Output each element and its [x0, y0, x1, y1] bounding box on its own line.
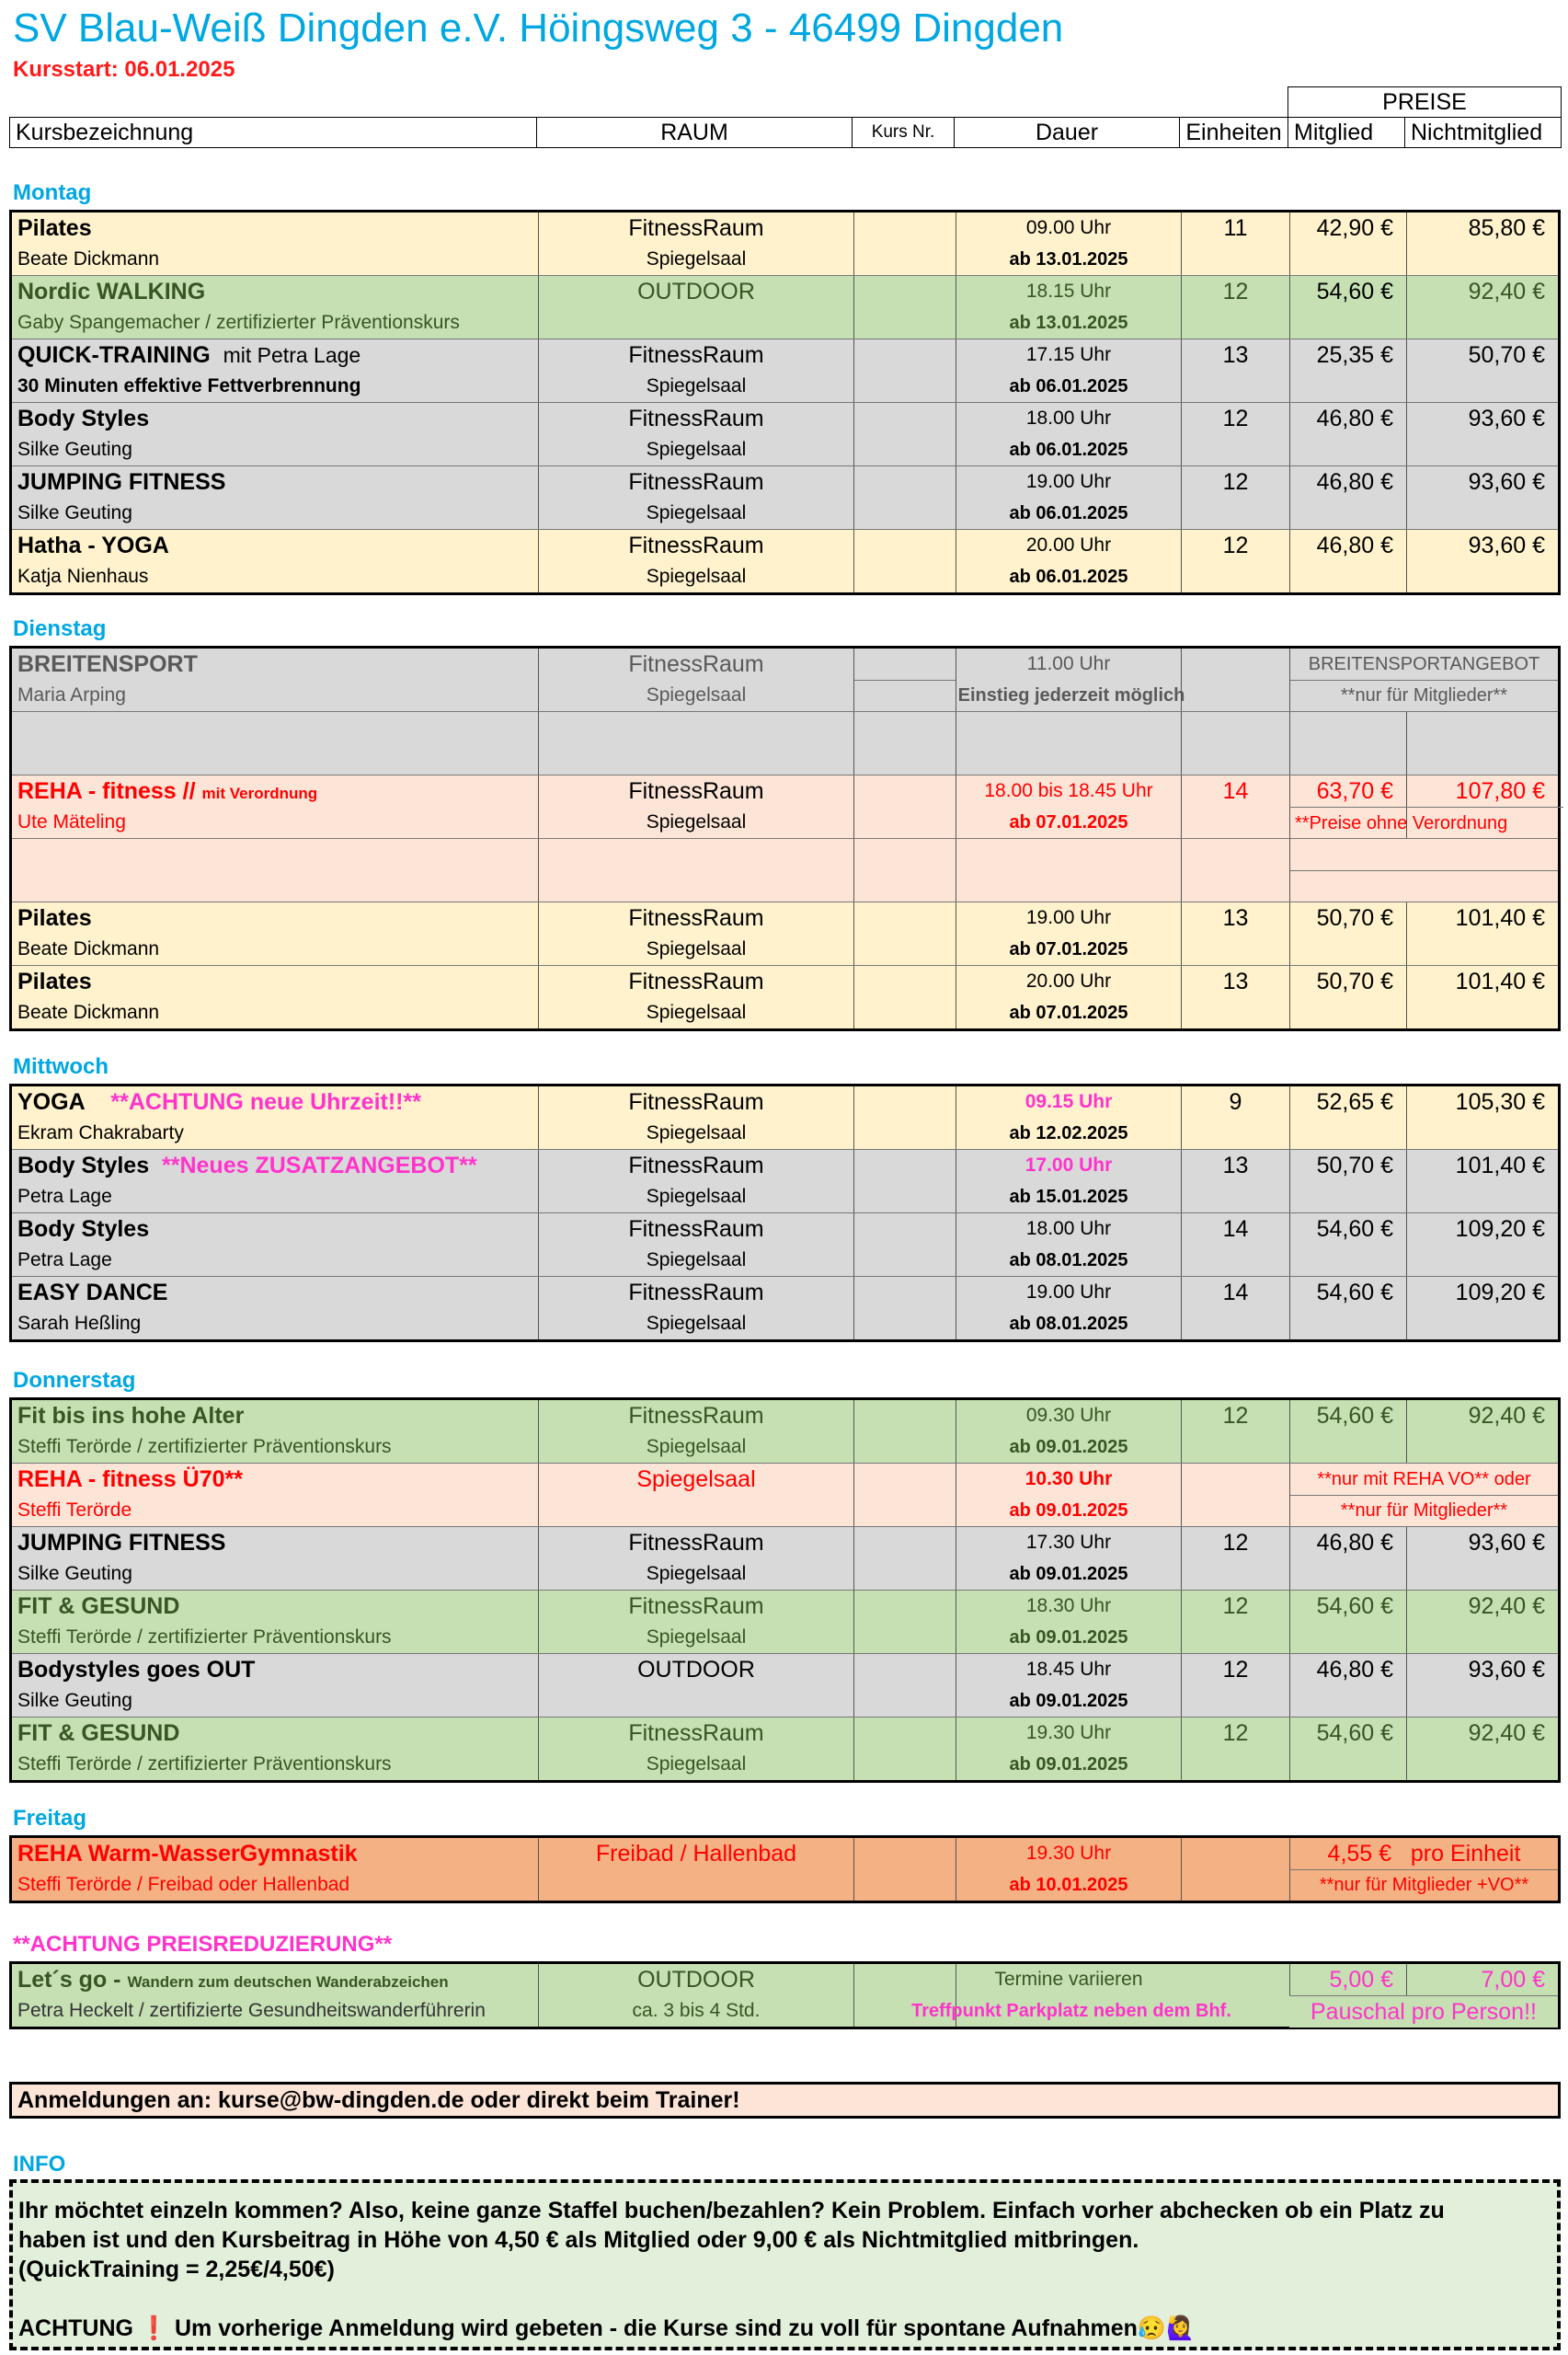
course-trainer: Silke Geuting: [17, 439, 132, 460]
table-row: [12, 1277, 1558, 1339]
course-date: ab 07.01.2025: [1009, 812, 1128, 833]
course-date: ab 13.01.2025: [1009, 249, 1128, 270]
course-trainer: Katja Nienhaus: [17, 566, 149, 587]
course-room2: Spiegelsaal: [646, 811, 747, 833]
price-member: 46,80 €: [1316, 1530, 1393, 1556]
course-units: 12: [1222, 1593, 1249, 1619]
table-row: [12, 1527, 1558, 1591]
day-label-montag: Montag: [13, 180, 92, 205]
info-warning: ACHTUNG ❗ Um vorherige Anmeldung wird gebeten - die Kurse sind zu voll für spontane Aufnahmen😥🙋‍♀️: [18, 2315, 1196, 2341]
course-room: OUTDOOR: [637, 1657, 755, 1683]
price-member: 54,60 €: [1316, 1216, 1393, 1242]
price-nonmember: 93,60 €: [1468, 1530, 1545, 1556]
course-units: 12: [1222, 469, 1249, 495]
course-room: FitnessRaum: [628, 215, 764, 241]
course-date: ab 15.01.2025: [1009, 1187, 1128, 1207]
course-trainer: Maria Arping: [17, 684, 126, 706]
course-name-extra: Wandern zum deutschen Wanderabzeichen: [127, 1973, 449, 1991]
course-date: ab 08.01.2025: [1009, 1250, 1128, 1270]
course-time: 18.45 Uhr: [1025, 1659, 1112, 1680]
course-name: YOGA: [17, 1089, 86, 1115]
course-trainer: Beate Dickmann: [17, 1002, 160, 1023]
course-date: ab 07.01.2025: [1009, 939, 1128, 959]
course-room: FitnessRaum: [628, 1530, 764, 1556]
kursbezeichnung-header: Kursbezeichnung: [10, 118, 537, 148]
course-time: 20.00 Uhr: [1025, 534, 1112, 556]
table-row: [12, 530, 1558, 592]
course-name: Nordic WALKING: [17, 279, 206, 304]
course-date: ab 09.01.2025: [1009, 1437, 1128, 1457]
course-room2: Spiegelsaal: [646, 1563, 747, 1584]
course-trainer: Ekram Chakrabarty: [17, 1122, 184, 1143]
course-room2: Spiegelsaal: [646, 439, 747, 460]
table-row: [12, 966, 1558, 1028]
meeting-point: Treffpunkt Parkplatz neben dem Bhf.: [911, 2001, 1231, 2021]
course-trainer: Silke Geuting: [17, 1690, 132, 1711]
course-date: Einstieg jederzeit möglich: [957, 685, 1185, 706]
course-time: 10.30 Uhr: [1024, 1468, 1113, 1489]
price-member: 5,00 €: [1329, 1967, 1393, 1993]
course-trainer: Steffi Terörde / zertifizierter Präventionskurs: [17, 1626, 392, 1648]
course-room2: Spiegelsaal: [646, 1186, 747, 1207]
price-nonmember: 92,40 €: [1468, 1403, 1545, 1429]
price-nonmember: 92,40 €: [1468, 279, 1545, 304]
table-row: [12, 1964, 1558, 2027]
course-name: Let´s go -: [17, 1967, 121, 1993]
price-member: 50,70 €: [1316, 905, 1393, 931]
course-time: 18.00 Uhr: [1025, 1218, 1112, 1239]
course-name-extra: **Neues ZUSATZANGEBOT**: [162, 1153, 477, 1178]
raum-header: RAUM: [537, 118, 853, 148]
course-room2: Spiegelsaal: [646, 1122, 747, 1143]
course-room: FitnessRaum: [628, 1593, 764, 1619]
table-row: [12, 775, 1558, 839]
price-nonmember: 101,40 €: [1455, 905, 1545, 931]
course-name: Pilates: [17, 215, 92, 241]
course-time: Termine variieren: [994, 1969, 1143, 1990]
course-name: Pilates: [17, 969, 92, 994]
reha-price-note: **Preise ohne Verordnung: [1289, 807, 1563, 839]
course-time: 19.00 Uhr: [1025, 907, 1112, 928]
course-room2: Spiegelsaal: [646, 1753, 747, 1775]
course-time: 19.00 Uhr: [1025, 471, 1112, 492]
course-date: ab 09.01.2025: [1009, 1564, 1128, 1584]
course-trainer: Petra Lage: [17, 1249, 112, 1270]
course-time: 18.15 Uhr: [1025, 281, 1112, 302]
day-label-dienstag: Dienstag: [13, 616, 107, 641]
course-date: ab 06.01.2025: [1009, 376, 1128, 396]
dauer-header: Dauer: [955, 118, 1180, 148]
day-label-donnerstag: Donnerstag: [13, 1368, 136, 1393]
freitag-note: **nur für Mitglieder +VO**: [1319, 1875, 1529, 1895]
course-name: Fit bis ins hohe Alter: [17, 1403, 245, 1429]
price-nonmember: 109,20 €: [1455, 1280, 1545, 1305]
price-nonmember: 93,60 €: [1468, 533, 1545, 558]
course-units: 14: [1222, 1216, 1249, 1242]
price-nonmember: 93,60 €: [1468, 1657, 1545, 1683]
course-room2: Spiegelsaal: [646, 375, 747, 396]
course-room2: Spiegelsaal: [646, 566, 747, 587]
breitensport-note: **nur für Mitglieder**: [1340, 685, 1508, 706]
price-member: 50,70 €: [1316, 1153, 1393, 1178]
course-name: BREITENSPORT: [17, 651, 198, 677]
course-units: 11: [1223, 215, 1248, 241]
course-trainer: Beate Dickmann: [17, 938, 160, 959]
price-nonmember: 101,40 €: [1455, 1153, 1545, 1178]
course-room: FitnessRaum: [628, 1089, 764, 1115]
course-room: FitnessRaum: [628, 969, 764, 994]
info-line: haben ist und den Kursbeitrag in Höhe von 4,50 € als Mitglied oder 9,00 € als Nichtmitglied mitbringen.: [18, 2227, 1139, 2253]
table-row: [12, 1591, 1558, 1654]
course-room: Freibad / Hallenbad: [595, 1841, 797, 1867]
course-units: 12: [1222, 1403, 1249, 1429]
table-row-empty: [12, 839, 1558, 902]
course-name-extra: mit Verordnung: [201, 785, 318, 802]
course-name: Pilates: [17, 905, 92, 931]
price-member: 50,70 €: [1316, 969, 1393, 994]
course-date: ab 10.01.2025: [1009, 1875, 1128, 1895]
course-room: FitnessRaum: [628, 1720, 764, 1746]
price-member: 54,60 €: [1316, 1593, 1393, 1619]
table-row: [12, 213, 1558, 276]
price-member: 54,60 €: [1316, 1403, 1393, 1429]
course-trainer: Gaby Spangemacher / zertifizierter Präventionskurs: [17, 312, 460, 333]
course-units: 12: [1222, 1530, 1249, 1556]
course-room: FitnessRaum: [628, 1153, 764, 1178]
table-row-empty: [12, 712, 1558, 775]
info-box: [9, 2179, 1561, 2350]
course-time: 19.00 Uhr: [1025, 1281, 1112, 1303]
course-room: FitnessRaum: [628, 1280, 764, 1305]
course-units: 9: [1229, 1089, 1242, 1115]
price-nonmember: 85,80 €: [1468, 215, 1545, 241]
price-member: 46,80 €: [1316, 406, 1393, 431]
table-row: [12, 403, 1558, 466]
day-label-freitag: Freitag: [13, 1806, 87, 1831]
course-room2: Spiegelsaal: [646, 248, 747, 270]
course-room: FitnessRaum: [628, 778, 764, 804]
course-time: 17.00 Uhr: [1024, 1155, 1113, 1176]
course-trainer: Steffi Terörde / Freibad oder Hallenbad: [17, 1874, 350, 1895]
course-date: ab 07.01.2025: [1009, 1003, 1128, 1023]
table-row: [12, 1086, 1558, 1150]
course-room: FitnessRaum: [628, 651, 764, 677]
kurs-nr-header: Kurs Nr.: [853, 118, 955, 148]
course-room: Spiegelsaal: [636, 1466, 756, 1492]
course-room2: Spiegelsaal: [646, 684, 747, 706]
course-trainer: Beate Dickmann: [17, 248, 160, 270]
course-room2: Spiegelsaal: [646, 1002, 747, 1023]
course-date: ab 09.01.2025: [1009, 1754, 1128, 1775]
course-units: 12: [1222, 533, 1249, 558]
course-name: REHA - fitness //: [17, 778, 196, 804]
mittwoch-section: [9, 1084, 1561, 1342]
course-name-extra: mit Petra Lage: [223, 343, 361, 367]
course-units: 12: [1222, 1720, 1249, 1746]
table-row: [12, 1213, 1558, 1277]
price-nonmember: 92,40 €: [1468, 1593, 1545, 1619]
table-row: [12, 1400, 1558, 1464]
course-date: ab 06.01.2025: [1009, 567, 1128, 587]
course-name: Body Styles: [17, 406, 150, 431]
course-room2: Spiegelsaal: [646, 1313, 747, 1334]
preisreduzierung-section: [9, 1961, 1561, 2029]
price-member: 42,90 €: [1316, 215, 1393, 241]
einheiten-header: Einheiten: [1180, 118, 1288, 148]
course-time: 19.30 Uhr: [1025, 1722, 1112, 1743]
kursstart-label: Kursstart: 06.01.2025: [13, 57, 235, 82]
course-name: FIT & GESUND: [17, 1720, 180, 1746]
price-member: 46,80 €: [1316, 469, 1393, 495]
table-row: [12, 339, 1558, 403]
registration-banner: Anmeldungen an: kurse@bw-dingden.de oder direkt beim Trainer!: [9, 2082, 1561, 2119]
column-header-table: [9, 86, 1562, 148]
price-member: 54,60 €: [1316, 279, 1393, 304]
price-nonmember: 101,40 €: [1455, 969, 1545, 994]
course-name: Hatha - YOGA: [17, 533, 169, 558]
course-trainer: Petra Heckelt / zertifizierte Gesundheitswanderführerin: [17, 2000, 486, 2021]
course-name: Body Styles: [17, 1153, 150, 1178]
table-row: [12, 649, 1558, 712]
course-time: 19.30 Uhr: [1025, 1843, 1112, 1864]
course-time: 20.00 Uhr: [1025, 971, 1112, 992]
course-room: FitnessRaum: [628, 1216, 764, 1242]
price-member: 54,60 €: [1316, 1720, 1393, 1746]
price-per-unit: 4,55 €: [1327, 1841, 1392, 1867]
day-label-mittwoch: Mittwoch: [13, 1054, 109, 1079]
course-time: 17.15 Uhr: [1025, 344, 1112, 365]
course-trainer: 30 Minuten effektive Fettverbrennung: [17, 375, 361, 396]
course-name: JUMPING FITNESS: [17, 469, 226, 495]
course-units: 13: [1222, 905, 1249, 931]
course-time: 09.00 Uhr: [1025, 217, 1112, 238]
table-row: [12, 1464, 1558, 1527]
course-room2: Spiegelsaal: [646, 502, 747, 523]
price-unit-label: pro Einheit: [1410, 1841, 1521, 1867]
price-member: 63,70 €: [1316, 778, 1393, 804]
course-date: ab 13.01.2025: [1009, 313, 1128, 333]
course-date: ab 06.01.2025: [1009, 503, 1128, 523]
course-room: FitnessRaum: [628, 533, 764, 558]
course-time: 17.30 Uhr: [1025, 1532, 1112, 1553]
course-time: 09.15 Uhr: [1024, 1091, 1113, 1112]
table-row: [12, 1150, 1558, 1213]
course-date: ab 06.01.2025: [1009, 440, 1128, 460]
course-name: QUICK-TRAINING: [17, 342, 211, 368]
course-trainer: Silke Geuting: [17, 502, 132, 523]
price-nonmember: 105,30 €: [1455, 1089, 1545, 1115]
pauschal-note: Pauschal pro Person!!: [1289, 1995, 1558, 2028]
reha-note-bottom: **nur für Mitglieder**: [1340, 1500, 1508, 1521]
price-nonmember: 109,20 €: [1455, 1216, 1545, 1242]
preisreduzierung-label: **ACHTUNG PREISREDUZIERUNG**: [13, 1932, 393, 1957]
reha-note-top: **nur mit REHA VO** oder: [1317, 1469, 1531, 1489]
price-nonmember: 107,80 €: [1455, 778, 1545, 804]
donnerstag-section: [9, 1397, 1561, 1783]
course-name: EASY DANCE: [17, 1280, 168, 1305]
course-room: FitnessRaum: [628, 342, 764, 368]
course-time: 18.30 Uhr: [1025, 1595, 1112, 1616]
course-room2: ca. 3 bis 4 Std.: [632, 2000, 761, 2021]
course-units: 13: [1222, 969, 1249, 994]
course-name: Body Styles: [17, 1216, 150, 1242]
price-nonmember: 7,00 €: [1481, 1967, 1545, 1993]
course-units: 12: [1222, 1657, 1249, 1683]
course-name-extra: **ACHTUNG neue Uhrzeit!!**: [110, 1089, 421, 1115]
course-room: OUTDOOR: [637, 279, 755, 304]
table-row: [12, 1654, 1558, 1717]
course-room: FitnessRaum: [628, 469, 764, 495]
mitglied-header: Mitglied: [1288, 118, 1405, 148]
course-room2: Spiegelsaal: [646, 1626, 747, 1648]
price-nonmember: 50,70 €: [1468, 342, 1545, 368]
price-member: 46,80 €: [1316, 1657, 1393, 1683]
course-date: ab 09.01.2025: [1009, 1500, 1128, 1521]
price-member: 25,35 €: [1316, 342, 1393, 368]
course-units: 14: [1222, 1280, 1249, 1305]
course-time: 11.00 Uhr: [1026, 653, 1111, 674]
price-member: 46,80 €: [1316, 533, 1393, 558]
info-label: INFO: [13, 2152, 66, 2177]
course-units: 13: [1222, 342, 1249, 368]
course-date: ab 09.01.2025: [1009, 1691, 1128, 1711]
course-name: JUMPING FITNESS: [17, 1530, 226, 1556]
course-trainer: Ute Mäteling: [17, 811, 126, 833]
course-room: FitnessRaum: [628, 406, 764, 431]
dienstag-section: [9, 646, 1561, 1031]
table-row: [12, 276, 1558, 339]
course-trainer: Steffi Terörde / zertifizierter Präventionskurs: [17, 1753, 392, 1775]
course-trainer: Petra Lage: [17, 1186, 112, 1207]
course-units: 12: [1222, 406, 1249, 431]
course-room: FitnessRaum: [628, 905, 764, 931]
course-trainer: Steffi Terörde: [17, 1499, 132, 1521]
table-row: [12, 1717, 1558, 1780]
page-title: SV Blau-Weiß Dingden e.V. Höingsweg 3 - 46499 Dingden: [13, 6, 1064, 51]
course-date: ab 12.02.2025: [1009, 1123, 1128, 1143]
course-units: 13: [1222, 1153, 1249, 1178]
course-name: Bodystyles goes OUT: [17, 1657, 256, 1683]
preise-header: PREISE: [1288, 87, 1562, 118]
price-nonmember: 92,40 €: [1468, 1720, 1545, 1746]
price-nonmember: 93,60 €: [1468, 469, 1545, 495]
course-units: 12: [1222, 279, 1249, 304]
course-trainer: Sarah Heßling: [17, 1313, 142, 1334]
nichtmitglied-header: Nichtmitglied: [1405, 118, 1562, 148]
table-row: [12, 902, 1558, 966]
course-room2: Spiegelsaal: [646, 938, 747, 959]
montag-section: [9, 210, 1561, 595]
course-room: FitnessRaum: [628, 1403, 764, 1429]
course-trainer: Silke Geuting: [17, 1563, 132, 1584]
course-room2: Spiegelsaal: [646, 1249, 747, 1270]
freitag-section: [9, 1835, 1561, 1903]
course-name: REHA - fitness Ü70**: [17, 1466, 243, 1492]
course-time: 18.00 bis 18.45 Uhr: [984, 780, 1153, 801]
price-member: 54,60 €: [1316, 1280, 1393, 1305]
course-time: 09.30 Uhr: [1025, 1405, 1112, 1426]
info-line: (QuickTraining = 2,25€/4,50€): [18, 2257, 335, 2282]
course-room: OUTDOOR: [637, 1967, 755, 1993]
course-date: ab 08.01.2025: [1009, 1314, 1128, 1334]
price-member: 52,65 €: [1316, 1089, 1393, 1115]
course-trainer: Steffi Terörde / zertifizierter Präventionskurs: [17, 1436, 392, 1457]
breitensport-angebot: BREITENSPORTANGEBOT: [1308, 654, 1540, 674]
table-row: [12, 466, 1558, 530]
course-units: 14: [1222, 778, 1249, 804]
course-room2: Spiegelsaal: [646, 1436, 747, 1457]
info-line: Ihr möchtet einzeln kommen? Also, keine ganze Staffel buchen/bezahlen? Kein Problem. Einfach vorher abchecken ob ein Platz zu: [18, 2198, 1445, 2223]
course-name: FIT & GESUND: [17, 1593, 180, 1619]
table-row: [12, 1838, 1558, 1901]
price-nonmember: 93,60 €: [1468, 406, 1545, 431]
course-time: 18.00 Uhr: [1025, 408, 1112, 429]
course-date: ab 09.01.2025: [1009, 1627, 1128, 1648]
course-name: REHA Warm-WasserGymnastik: [17, 1841, 358, 1867]
